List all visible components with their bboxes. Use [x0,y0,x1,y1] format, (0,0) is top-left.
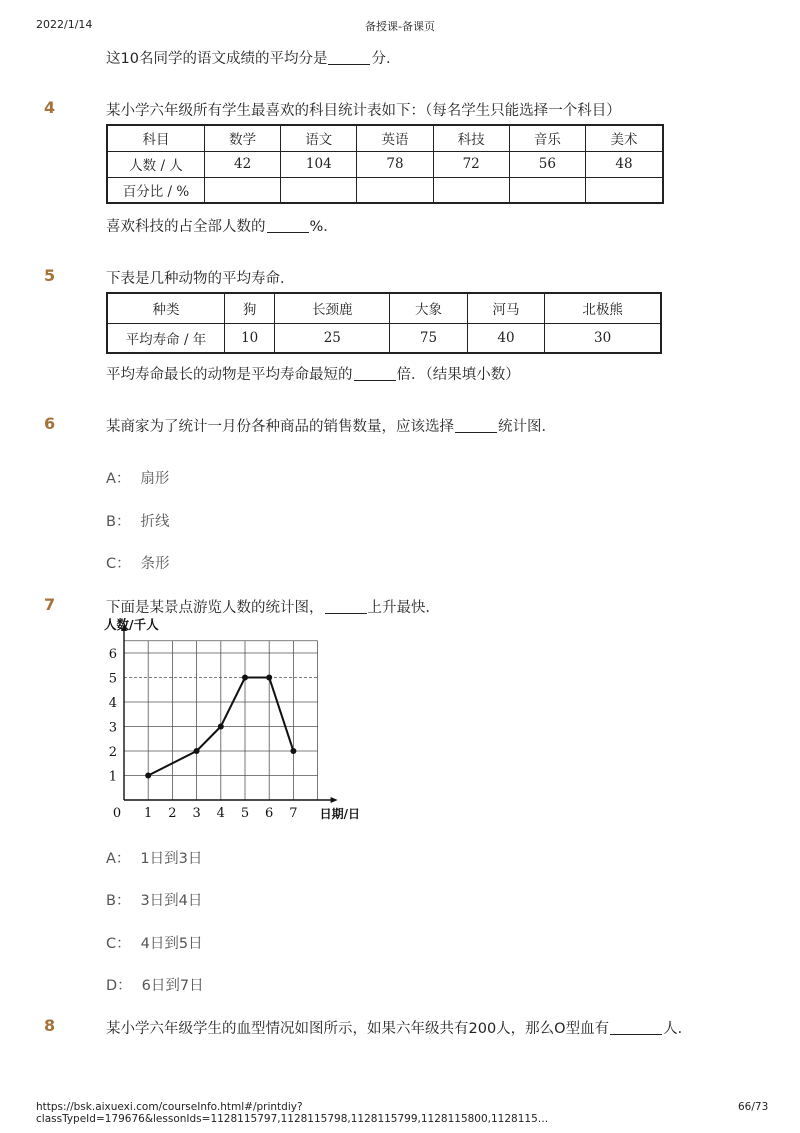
q4-table-cell [281,177,357,203]
q4-question-end: %． [309,219,338,235]
data-point [266,675,272,681]
q4-table-cell: 42 [205,151,281,177]
q4-table-cell: 48 [585,151,663,177]
q5-table-cell: 75 [390,323,468,353]
x-tick-label: 4 [216,806,225,821]
q4-table-cell [509,177,585,203]
answer-blank[interactable] [325,600,367,614]
chart-axes [121,624,338,803]
q4-table-cell: 美术 [585,125,663,151]
q7-text-b: 上升最快． [367,600,440,616]
q4-table-cell: 语文 [281,125,357,151]
question-number-7: 7 [44,595,56,614]
answer-blank[interactable] [455,419,497,433]
q4-table-cell: 72 [433,151,509,177]
answer-blank[interactable] [267,219,309,233]
x-tick-label: 1 [144,806,153,821]
q8-text-a: 某小学六年级学生的血型情况如图所示，如果六年级共有200人，那么O型血有 [106,1021,610,1037]
x-tick-label: 6 [265,806,274,821]
q7-option-b[interactable] [106,889,202,910]
q5-table-cell: 北极熊 [545,293,661,323]
q4-table-row-header: 人数 / 人 [107,151,205,177]
q5-question [106,363,520,384]
q7-option-d[interactable] [106,974,204,995]
q5-table-cell: 大象 [390,293,468,323]
data-point [145,773,151,779]
data-point [194,748,200,754]
q6-option-a[interactable] [106,467,169,488]
x-axis-title: 日期/日 [319,807,360,821]
q7-option-a[interactable] [106,847,202,868]
q7-text-a: 下面是某景点游览人数的统计图， [106,600,324,616]
q7-option-c[interactable] [106,932,203,953]
chart-labels [104,617,360,821]
q6-text-b: 统计图． [498,419,556,435]
chart-grid [124,641,318,800]
question-number-5: 5 [44,266,56,285]
option-text: 1日到3日 [140,851,203,867]
q5-animal-table [106,292,662,354]
q5-table-cell: 40 [467,323,545,353]
option-text: 条形 [140,556,170,572]
q5-text: 下表是几种动物的平均寿命． [106,271,295,287]
q4-text: 某小学六年级所有学生最喜欢的科目统计表如下：（每名学生只能选择一个科目） [106,103,621,119]
q4-table-cell: 科技 [433,125,509,151]
page-title: 备授课-备课页 [365,20,435,33]
q4-table-row-header: 百分比 / % [107,177,205,203]
x-tick-label: 3 [192,806,201,821]
option-letter: C： [106,936,131,952]
q4-question-text: 喜欢科技的占全部人数的 [106,219,266,235]
q4-table-row [107,125,663,151]
data-point [290,748,296,754]
data-point [242,675,248,681]
question-number-8: 8 [44,1016,56,1035]
q4-table-cell [585,177,663,203]
q4-table-cell: 56 [509,151,585,177]
q5-table-cell: 河马 [467,293,545,323]
q6-option-b[interactable] [106,510,169,531]
question-number-4: 4 [44,98,56,117]
q6-text [106,415,556,436]
page-number: 66/73 [738,1101,769,1113]
q5-table-row [107,293,661,323]
answer-blank[interactable] [328,51,370,65]
answer-blank[interactable] [354,367,396,381]
q4-table-cell [357,177,433,203]
option-letter: C： [106,556,131,572]
option-text: 4日到5日 [140,936,203,952]
q3-text: 这10名同学的语文成绩的平均分是 [106,51,328,67]
q5-table-row [107,323,661,353]
option-text: 折线 [140,514,170,530]
x-tick-label: 7 [289,806,298,821]
visitor-line-chart [100,614,375,826]
option-text: 3日到4日 [140,893,203,909]
y-tick-label: 5 [108,671,117,687]
q5-table-cell: 25 [275,323,390,353]
q4-table-cell [205,177,281,203]
option-letter: B： [106,514,131,530]
q5-table-cell: 10 [225,323,275,353]
q4-table-cell: 音乐 [509,125,585,151]
option-letter: B： [106,893,131,909]
q5-table-cell: 长颈鹿 [275,293,390,323]
question-number-6: 6 [44,414,56,433]
option-letter: A： [106,471,131,487]
option-text: 扇形 [140,471,170,487]
q5-table-cell: 30 [545,323,661,353]
q5-question-end: 倍．（结果填小数） [396,367,520,383]
q8-text [106,1017,692,1038]
y-tick-label: 6 [108,647,117,662]
q4-table-cell: 78 [357,151,433,177]
y-tick-label: 4 [108,696,117,711]
q5-table-cell: 狗 [225,293,275,323]
y-tick-label: 2 [108,745,117,760]
option-letter: D： [106,978,132,994]
q4-table-cell: 英语 [357,125,433,151]
y-tick-label: 1 [108,769,117,785]
print-date: 2022/1/14 [36,18,93,31]
q4-table-cell: 数学 [205,125,281,151]
x-tick-label: 5 [240,806,250,821]
option-text: 6日到7日 [141,978,204,994]
y-axis-title: 人数/千人 [104,617,159,632]
q5-table-row-header: 种类 [107,293,225,323]
q3-tail [106,47,400,68]
q8-text-b: 人． [663,1021,693,1037]
q6-text-a: 某商家为了统计一月份各种商品的销售数量，应该选择 [106,419,454,435]
origin-label: 0 [112,806,122,821]
q4-table-row-header: 科目 [107,125,205,151]
x-tick-label: 2 [168,806,177,821]
data-point [218,724,224,730]
q4-table-cell: 104 [281,151,357,177]
answer-blank[interactable] [610,1021,662,1035]
q3-text-end: 分． [371,51,401,67]
option-letter: A： [106,851,131,867]
q4-table-cell [433,177,509,203]
q5-table-row-header: 平均寿命 / 年 [107,323,225,353]
q4-table-row [107,151,663,177]
page-url[interactable]: https://bsk.aixuexi.com/courseInfo.html#/printdiy?classTypeId=179676&lessonIds=1128115797,1128115798,1128115799,1128115800,1128115… [36,1101,549,1125]
x-axis-arrow [331,797,338,803]
q4-subject-table [106,124,664,204]
q5-question-text: 平均寿命最长的动物是平均寿命最短的 [106,367,353,383]
q4-question [106,215,338,236]
q6-option-c[interactable] [106,552,170,573]
q4-table-row [107,177,663,203]
y-tick-label: 3 [108,720,117,736]
